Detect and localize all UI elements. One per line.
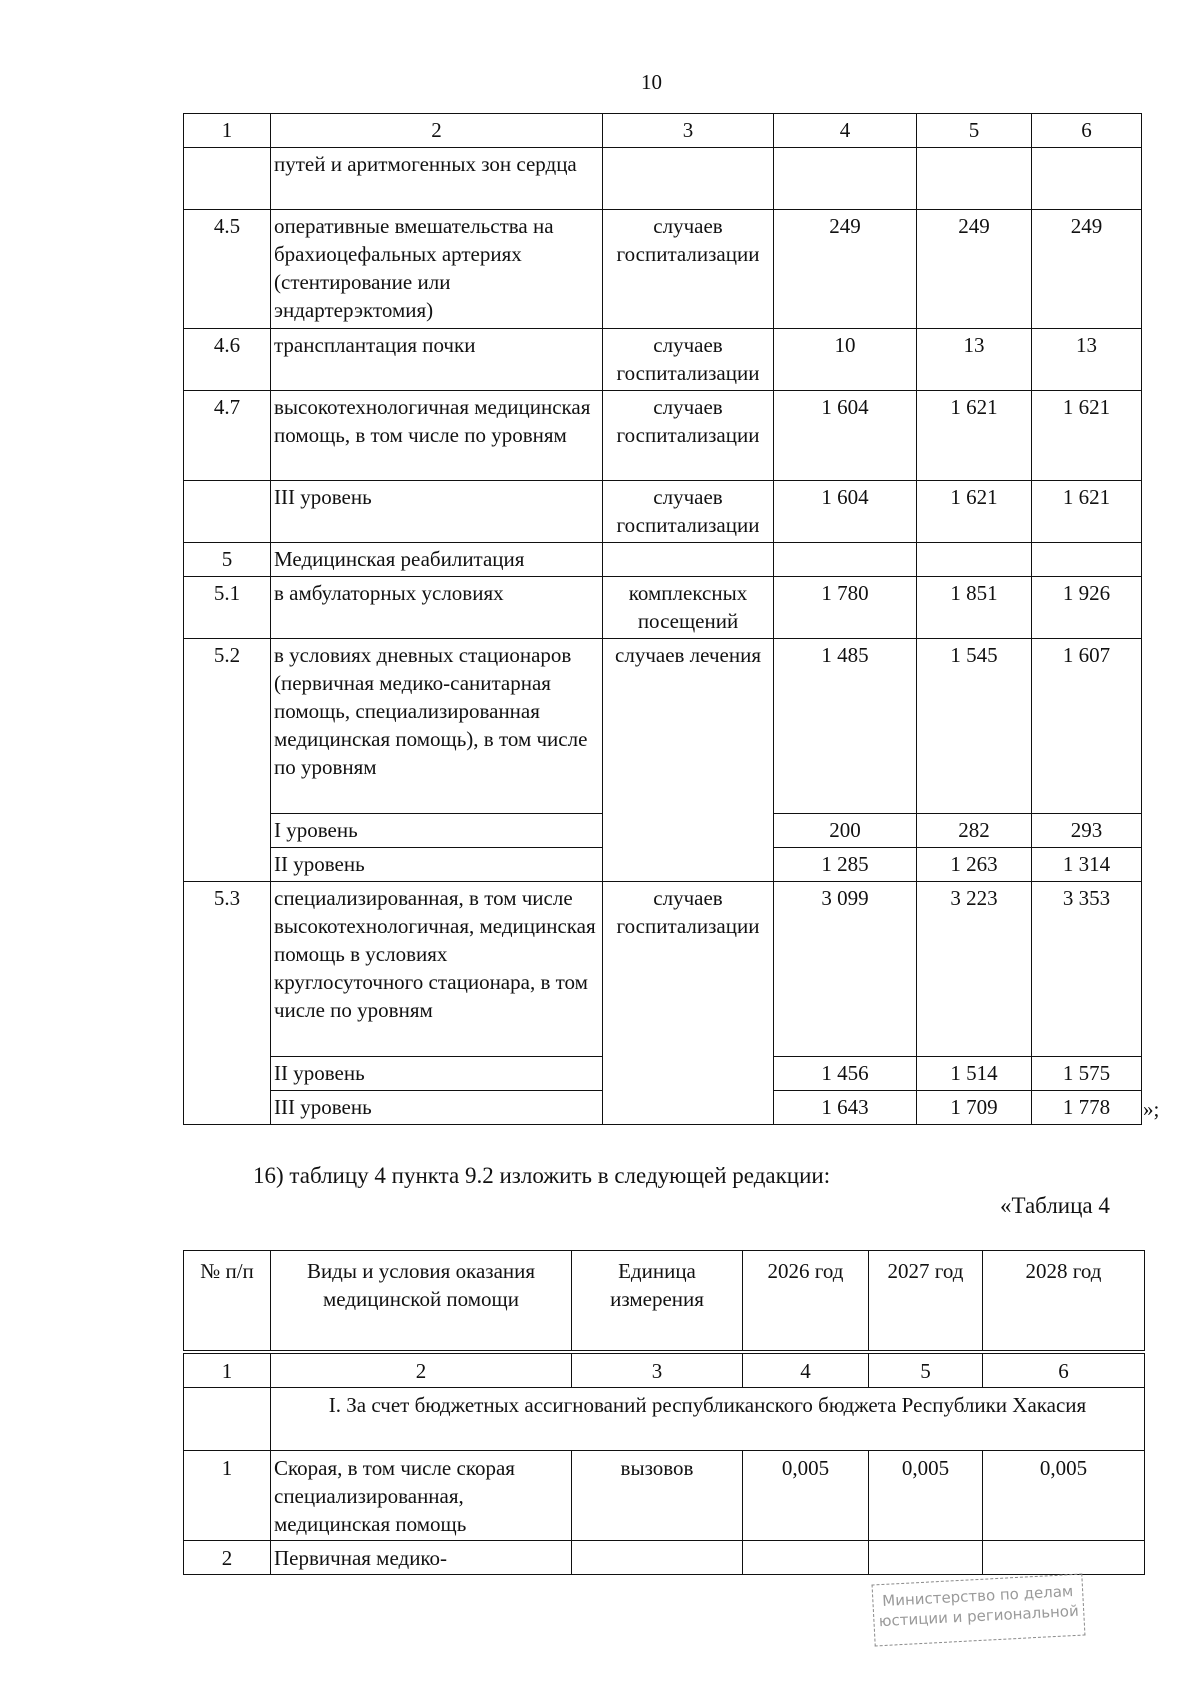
value-2026: 0,005 bbox=[743, 1451, 869, 1541]
column-number-row bbox=[184, 1354, 1145, 1388]
row-unit: случаев госпитализации bbox=[603, 210, 774, 329]
col-number: 2 bbox=[271, 114, 603, 148]
row-number: 5.1 bbox=[184, 577, 271, 639]
row-name: Скорая, в том числе скорая специализированная, медицинская помощь bbox=[271, 1451, 572, 1541]
value-2026: 1 643 bbox=[774, 1091, 917, 1125]
header-cell: 2027 год bbox=[869, 1251, 983, 1351]
row-name: Первичная медико- bbox=[271, 1541, 572, 1575]
row-number: 4.5 bbox=[184, 210, 271, 329]
value-2028 bbox=[1032, 543, 1142, 577]
row-unit: комплексных посещений bbox=[603, 577, 774, 639]
row-number: 5.3 bbox=[184, 882, 271, 1125]
value-2027 bbox=[869, 1541, 983, 1575]
value-2026: 3 099 bbox=[774, 882, 917, 1057]
row-number: 1 bbox=[184, 1451, 271, 1541]
row-name: Медицинская реабилитация bbox=[271, 543, 603, 577]
stamp-line: Министерство по делам bbox=[881, 1582, 1074, 1611]
value-2028: 1 607 bbox=[1032, 639, 1142, 814]
row-unit: случаев госпитализации bbox=[603, 329, 774, 391]
header-cell: 2028 год bbox=[983, 1251, 1145, 1351]
value-2026 bbox=[743, 1541, 869, 1575]
value-2026: 1 780 bbox=[774, 577, 917, 639]
row-name: специализированная, в том числе высокотехнологичная, медицинская помощь в условиях круглосуточного стационара, в том числе по уровням bbox=[271, 882, 603, 1057]
row-unit: случаев лечения bbox=[603, 639, 774, 882]
value-2026: 200 bbox=[774, 814, 917, 848]
value-2027: 1 545 bbox=[917, 639, 1032, 814]
section-row bbox=[184, 1388, 1145, 1451]
header-cell: Единица измерения bbox=[572, 1251, 743, 1351]
value-2027: 1 514 bbox=[917, 1057, 1032, 1091]
value-2027: 1 621 bbox=[917, 391, 1032, 481]
col-number: 1 bbox=[184, 114, 271, 148]
row-number: 4.7 bbox=[184, 391, 271, 481]
continued-volumes-table bbox=[183, 113, 1142, 1125]
value-2026: 1 285 bbox=[774, 848, 917, 882]
column-number-row bbox=[184, 114, 1142, 148]
row-name: оперативные вмешательства на брахиоцефальных артериях (стентирование или эндартерэктомия) bbox=[271, 210, 603, 329]
table-row bbox=[184, 481, 1142, 543]
header-cell: № п/п bbox=[184, 1251, 271, 1351]
value-2028: 1 621 bbox=[1032, 481, 1142, 543]
value-2027: 1 709 bbox=[917, 1091, 1032, 1125]
value-2028: 3 353 bbox=[1032, 882, 1142, 1057]
header-cell: 2026 год bbox=[743, 1251, 869, 1351]
value-2026: 1 456 bbox=[774, 1057, 917, 1091]
header-row bbox=[184, 1251, 1145, 1351]
value-2028: 293 bbox=[1032, 814, 1142, 848]
row-name: II уровень bbox=[271, 848, 603, 882]
closing-quote-mark: »; bbox=[1143, 1097, 1160, 1121]
table-row bbox=[184, 391, 1142, 481]
table-row bbox=[184, 882, 1142, 1057]
row-number: 5.2 bbox=[184, 639, 271, 882]
value-2026: 1 485 bbox=[774, 639, 917, 814]
row-name: путей и аритмогенных зон сердца bbox=[271, 148, 603, 210]
table4-header bbox=[183, 1250, 1145, 1351]
table-row bbox=[184, 577, 1142, 639]
col-number: 6 bbox=[983, 1354, 1145, 1388]
col-number: 6 bbox=[1032, 114, 1142, 148]
value-2027: 3 223 bbox=[917, 882, 1032, 1057]
row-name: III уровень bbox=[271, 1091, 603, 1125]
registration-stamp bbox=[872, 1574, 1086, 1647]
row-unit bbox=[603, 543, 774, 577]
value-2026: 1 604 bbox=[774, 481, 917, 543]
value-2028 bbox=[983, 1541, 1145, 1575]
row-name: трансплантация почки bbox=[271, 329, 603, 391]
value-2026 bbox=[774, 148, 917, 210]
col-number: 3 bbox=[572, 1354, 743, 1388]
table-row bbox=[184, 148, 1142, 210]
row-unit: случаев госпитализации bbox=[603, 882, 774, 1125]
table-caption: «Таблица 4 bbox=[1000, 1193, 1110, 1218]
value-2028 bbox=[1032, 148, 1142, 210]
row-number bbox=[184, 148, 271, 210]
value-2027: 1 851 bbox=[917, 577, 1032, 639]
col-number: 2 bbox=[271, 1354, 572, 1388]
row-unit: случаев госпитализации bbox=[603, 391, 774, 481]
table4-body bbox=[183, 1353, 1145, 1575]
table-row bbox=[184, 639, 1142, 814]
value-2028: 1 778 bbox=[1032, 1091, 1142, 1125]
value-2028: 1 621 bbox=[1032, 391, 1142, 481]
value-2027: 13 bbox=[917, 329, 1032, 391]
header-cell: Виды и условия оказания медицинской помощи bbox=[271, 1251, 572, 1351]
value-2027: 1 263 bbox=[917, 848, 1032, 882]
col-number: 1 bbox=[184, 1354, 271, 1388]
table-row bbox=[184, 329, 1142, 391]
value-2028: 1 926 bbox=[1032, 577, 1142, 639]
value-2027: 282 bbox=[917, 814, 1032, 848]
value-2026 bbox=[774, 543, 917, 577]
row-name: в амбулаторных условиях bbox=[271, 577, 603, 639]
value-2026: 249 bbox=[774, 210, 917, 329]
col-number: 5 bbox=[917, 114, 1032, 148]
row-name: в условиях дневных стационаров (первичная медико-санитарная помощь, специализированная медицинская помощь), в том числе по уровням bbox=[271, 639, 603, 814]
row-unit bbox=[572, 1541, 743, 1575]
row-name: III уровень bbox=[271, 481, 603, 543]
row-number bbox=[184, 481, 271, 543]
col-number: 4 bbox=[743, 1354, 869, 1388]
section-number-cell bbox=[184, 1388, 271, 1451]
row-unit: случаев госпитализации bbox=[603, 481, 774, 543]
value-2027 bbox=[917, 148, 1032, 210]
value-2026: 1 604 bbox=[774, 391, 917, 481]
row-name: I уровень bbox=[271, 814, 603, 848]
row-name: высокотехнологичная медицинская помощь, в том числе по уровням bbox=[271, 391, 603, 481]
value-2028: 249 bbox=[1032, 210, 1142, 329]
value-2028: 13 bbox=[1032, 329, 1142, 391]
row-number: 5 bbox=[184, 543, 271, 577]
table-row bbox=[184, 543, 1142, 577]
row-number: 2 bbox=[184, 1541, 271, 1575]
table-row bbox=[184, 210, 1142, 329]
row-number: 4.6 bbox=[184, 329, 271, 391]
value-2027: 249 bbox=[917, 210, 1032, 329]
col-number: 4 bbox=[774, 114, 917, 148]
value-2027: 1 621 bbox=[917, 481, 1032, 543]
row-unit bbox=[603, 148, 774, 210]
table-row bbox=[184, 1541, 1145, 1575]
col-number: 5 bbox=[869, 1354, 983, 1388]
value-2026: 10 bbox=[774, 329, 917, 391]
value-2028: 1 314 bbox=[1032, 848, 1142, 882]
value-2028: 1 575 bbox=[1032, 1057, 1142, 1091]
amendment-instruction: 16) таблицу 4 пункта 9.2 изложить в следующей редакции: bbox=[253, 1163, 831, 1188]
col-number: 3 bbox=[603, 114, 774, 148]
value-2028: 0,005 bbox=[983, 1451, 1145, 1541]
value-2027 bbox=[917, 543, 1032, 577]
table-row bbox=[184, 1451, 1145, 1541]
row-name: II уровень bbox=[271, 1057, 603, 1091]
section-title: I. За счет бюджетных ассигнований республиканского бюджета Республики Хакасия bbox=[271, 1388, 1145, 1451]
row-unit: вызовов bbox=[572, 1451, 743, 1541]
stamp-line: юстиции и региональной bbox=[878, 1601, 1080, 1631]
value-2027: 0,005 bbox=[869, 1451, 983, 1541]
